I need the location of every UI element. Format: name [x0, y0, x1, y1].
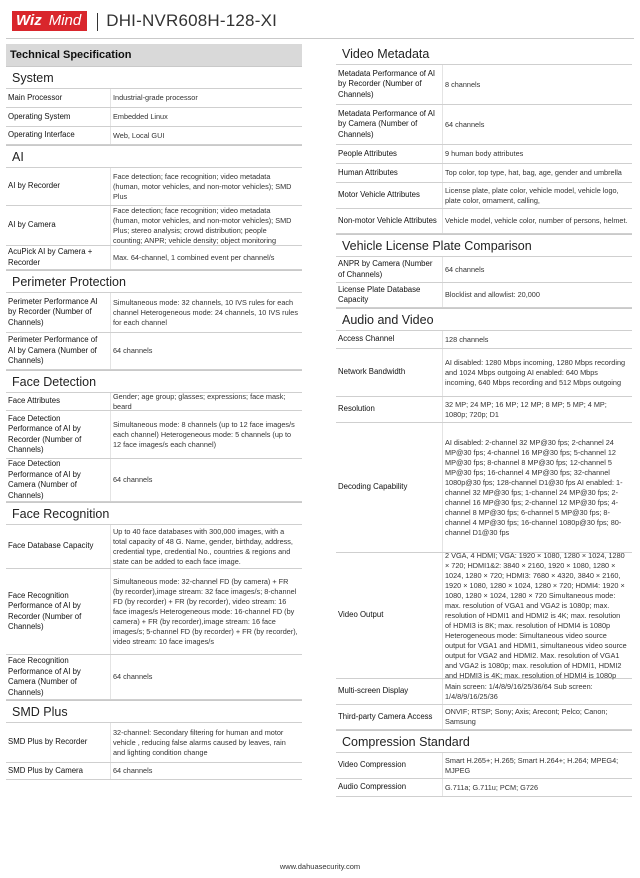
section-heading-face-recognition: Face Recognition — [6, 502, 302, 524]
spec-label: Multi-screen Display — [338, 686, 409, 696]
spec-value: 128 channels — [442, 331, 632, 348]
left-spec-table — [6, 66, 302, 780]
spec-label: Metadata Performance of AI by Recorder (Number of Channels) — [338, 68, 436, 99]
footer-url: www.dahuasecurity.com — [279, 862, 361, 871]
spec-row — [336, 256, 632, 282]
spec-value: 2 VGA, 4 HDMI; VGA: 1920 × 1080, 1280 × 1024, 1280 × 720; HDMI1&2: 3840 × 2160, 1920 × 1080, 1280 × 1024, 1280 × 720; HDMI3: 7680 × 4320, 3840 × 2160, 1920 × 1080, 1280 × 1024, 1280 × 720; HDMI4: 1920 × 1080, 1280 × 1024, 1280 × 720 Simultaneous mode: max. resolution of VGA1 and VGA2 is 1080p; max. resolution of HDMI1 and HDMI2 is 4K; max. resolution of HDMI3 is 8K; max. resolution of HDMI4 is 1080p Heterogeneous mode: Simultaneous video source output for VGA1 and HDMI1, simultaneous video source output for VGA2 and HDMI2. Max. resolution of VGA1 and VGA2 is 1080p; max. resolution of HDMI1, HDMI2 and HDMI3 is 4K; max. resolution of HDMI4 is 1080p — [442, 553, 632, 678]
spec-value: 64 channels — [442, 257, 632, 282]
spec-row — [6, 654, 302, 700]
spec-label: AI by Camera — [8, 220, 56, 230]
spec-row — [6, 568, 302, 654]
spec-row — [336, 144, 632, 163]
spec-value: Top color, top type, hat, bag, age, gender and umbrella — [442, 164, 632, 182]
spec-row — [336, 64, 632, 104]
spec-value: Face detection; face recognition; video metadata (human, motor vehicles, and non-motor vehicles); SMD Plus; stereo analysis; crowd distribution; people counting; ANPR; vehicle density; object monitoring — [110, 206, 302, 245]
spec-label: Human Attributes — [338, 167, 398, 177]
spec-value: Main screen: 1/4/8/9/16/25/36/64 Sub screen: 1/4/8/9/16/25/36 — [442, 679, 632, 704]
spec-value: 32-channel: Secondary filtering for human and motor vehicle , reducing false alarms caused by leaves, rain and lighting condition change — [110, 723, 302, 762]
spec-value: Simultaneous mode: 32-channel FD (by camera) + FR (by recorder),image stream: 32 face images/s; 8-channel FD (by recorder) + FR (by recorder), video stream: 16 face images/s Heterogeneous mode: 16-channel FD (by camera) + FR (by recorder),image stream: 16 face images/s; 5-channel FD (by recorder) + FR (by recorder), video stream: 10 face images/s — [110, 569, 302, 654]
spec-label: Network Bandwidth — [338, 367, 406, 377]
spec-row — [6, 88, 302, 107]
spec-row — [6, 392, 302, 410]
section-heading-compression-standard: Compression Standard — [336, 730, 632, 752]
spec-value: 64 channels — [110, 459, 302, 501]
logo-wiz: Wiz — [12, 11, 47, 31]
section-heading-perimeter-protection: Perimeter Protection — [6, 270, 302, 292]
spec-row — [6, 410, 302, 458]
spec-row — [336, 208, 632, 234]
spec-value: Face detection; face recognition; video metadata (human, motor vehicles, and non-motor vehicles); SMD Plus — [110, 168, 302, 205]
section-heading-audio-and-video: Audio and Video — [336, 308, 632, 330]
spec-value: ONVIF; RTSP; Sony; Axis; Arecont; Pelco; Canon; Samsung — [442, 705, 632, 729]
spec-label: Third-party Camera Access — [338, 711, 433, 721]
spec-value: Gender; age group; glasses; expressions; face mask; beard — [110, 393, 302, 410]
brand-logo — [12, 10, 87, 32]
spec-label: ANPR by Camera (Number of Channels) — [338, 259, 433, 279]
spec-row — [336, 752, 632, 778]
section-heading-vehicle-license-plate-comparison: Vehicle License Plate Comparison — [336, 234, 632, 256]
spec-value: Industrial-grade processor — [110, 89, 302, 107]
model-title — [97, 11, 277, 31]
spec-value: G.711a; G.711u; PCM; G726 — [442, 779, 632, 796]
spec-value: 64 channels — [442, 105, 632, 144]
spec-value: 32 MP; 24 MP; 16 MP; 12 MP; 8 MP; 5 MP; 4 MP; 1080p; 720p; D1 — [442, 397, 632, 422]
spec-label: AI by Recorder — [8, 181, 61, 191]
page-header — [12, 8, 277, 34]
spec-value: Blocklist and allowlist: 20,000 — [442, 283, 632, 307]
section-heading-smd-plus: SMD Plus — [6, 700, 302, 722]
spec-row — [336, 282, 632, 308]
spec-row — [6, 524, 302, 568]
section-heading-system: System — [6, 66, 302, 88]
spec-row — [336, 396, 632, 422]
spec-value: Vehicle model, vehicle color, number of persons, helmet. — [442, 209, 632, 233]
spec-label: Resolution — [338, 404, 375, 414]
spec-label: SMD Plus by Camera — [8, 765, 83, 775]
spec-label: Operating System — [8, 111, 71, 121]
right-column — [336, 44, 632, 797]
spec-label: AcuPick AI by Camera + Recorder — [8, 247, 93, 267]
spec-label: Face Detection Performance of AI by Camera (Number of Channels) — [8, 459, 81, 500]
spec-label: Face Database Capacity — [8, 541, 94, 551]
logo-mind: Mind — [47, 11, 88, 31]
right-spec-table — [336, 44, 632, 797]
spec-label: Non-motor Vehicle Attributes — [338, 215, 437, 225]
spec-value: AI disabled: 1280 Mbps incoming, 1280 Mbps recording and 1024 Mbps outgoing AI enabled: 640 Mbps incoming, 640 Mbps recording and 512 Mbps outgoing — [442, 349, 632, 396]
spec-row — [336, 163, 632, 182]
spec-row — [6, 458, 302, 502]
section-heading-ai: AI — [6, 145, 302, 167]
spec-label: Decoding Capability — [338, 482, 408, 492]
spec-label: Video Output — [338, 610, 384, 620]
spec-label: Main Processor — [8, 92, 63, 102]
spec-label: Face Recognition Performance of AI by Camera (Number of Channels) — [8, 656, 81, 697]
spec-row — [6, 107, 302, 126]
section-heading-face-detection: Face Detection — [6, 370, 302, 392]
spec-label: Operating Interface — [8, 130, 75, 140]
spec-row — [6, 126, 302, 145]
spec-row — [336, 778, 632, 797]
spec-row — [336, 704, 632, 730]
spec-label: Motor Vehicle Attributes — [338, 190, 420, 200]
spec-value: Smart H.265+; H.265; Smart H.264+; H.264; MPEG4; MJPEG — [442, 753, 632, 778]
spec-label: Perimeter Performance AI by Recorder (Number of Channels) — [8, 296, 98, 327]
spec-row — [6, 722, 302, 762]
spec-value: Web, Local GUI — [110, 127, 302, 144]
model-name: DHI-NVR608H-128-XI — [106, 11, 278, 30]
spec-row — [6, 167, 302, 205]
spec-title: Technical Specification — [6, 44, 302, 66]
spec-label: Video Compression — [338, 760, 406, 770]
spec-row — [336, 104, 632, 144]
spec-label: Perimeter Performance of AI by Camera (Number of Channels) — [8, 335, 98, 366]
spec-row — [6, 205, 302, 245]
spec-value: 64 channels — [110, 655, 302, 699]
spec-value: 8 channels — [442, 65, 632, 104]
spec-label: People Attributes — [338, 148, 397, 158]
spec-value: 64 channels — [110, 333, 302, 369]
spec-value: Up to 40 face databases with 300,000 images, with a total capacity of 48 G. Name, gender, birthday, address, credential type, credential No., countries & regions and state can be added to each face image. — [110, 525, 302, 568]
spec-row — [336, 182, 632, 208]
spec-label: Face Recognition Performance of AI by Recorder (Number of Channels) — [8, 590, 82, 631]
spec-row — [336, 552, 632, 678]
spec-label: Face Detection Performance of AI by Recorder (Number of Channels) — [8, 413, 82, 454]
section-heading-video-metadata: Video Metadata — [342, 47, 430, 61]
spec-value: AI disabled: 2-channel 32 MP@30 fps; 2-channel 24 MP@30 fps; 4-channel 16 MP@30 fps; 5-channel 12 MP@30 fps; 8-channel 8 MP@30 fps; 12-channel 5 MP@30 fps; 16-channel 4 MP@30 fps; 32-channel 1080p@30 fps; 128-channel D1@30 fps AI enabled: 1-channel 32 MP@30 fps; 1-channel 24 MP@30 fps; 2-channel 16 MP@30 fps; 2-channel 12 MP@30 fps; 4-channel 8 MP@30 fps; 6-channel 5 MP@30 fps; 8-channel 4 MP@30 fps; 16-channel 1080p@30 fps; 80-channel D1@30 fps — [442, 423, 632, 552]
spec-value: Max. 64-channel, 1 combined event per channel/s — [110, 246, 302, 269]
left-column — [6, 44, 302, 780]
spec-row — [6, 245, 302, 270]
title-divider — [97, 13, 98, 31]
spec-value: Simultaneous mode: 32 channels, 10 IVS rules for each channel Heterogeneous mode: 24 channels, 10 IVS rules for each channel — [110, 293, 302, 332]
spec-row — [336, 348, 632, 396]
spec-label: Access Channel — [338, 334, 395, 344]
spec-value: 9 human body attributes — [442, 145, 632, 163]
spec-value: License plate, plate color, vehicle model, vehicle logo, plate color, ornament, calling, — [442, 183, 632, 208]
spec-label: Metadata Performance of AI by Camera (Number of Channels) — [338, 108, 436, 139]
spec-row — [336, 678, 632, 704]
spec-row — [6, 292, 302, 332]
spec-label: Audio Compression — [338, 782, 407, 792]
spec-value: Embedded Linux — [110, 108, 302, 126]
spec-row — [6, 762, 302, 780]
spec-value: 64 channels — [110, 763, 302, 779]
spec-row — [6, 332, 302, 370]
spec-row — [336, 330, 632, 348]
header-rule — [6, 38, 634, 39]
spec-value: Simultaneous mode: 8 channels (up to 12 face images/s each channel) Heterogeneous mode: 5 channels (up to 12 face images/s each channel) — [110, 411, 302, 458]
spec-label: License Plate Database Capacity — [338, 284, 421, 304]
spec-label: Face Attributes — [8, 396, 61, 406]
spec-label: SMD Plus by Recorder — [8, 737, 88, 747]
spec-row — [336, 422, 632, 552]
